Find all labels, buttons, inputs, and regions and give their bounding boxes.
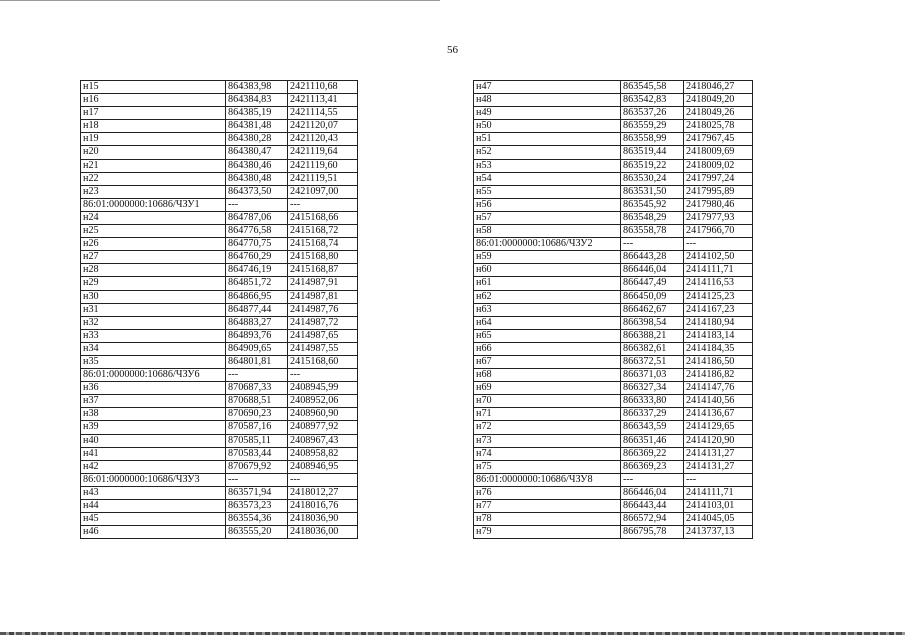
point-name-cell: н49 <box>474 107 621 120</box>
y-coordinate-cell: 2414186,50 <box>684 355 753 368</box>
y-coordinate-cell: 2418036,00 <box>288 526 358 539</box>
table-row <box>474 251 753 264</box>
y-coordinate-cell: 2417977,93 <box>684 211 753 224</box>
table-row <box>81 120 358 133</box>
x-coordinate-cell: 866572,94 <box>621 513 684 526</box>
table-row <box>81 211 358 224</box>
point-name-cell: н66 <box>474 342 621 355</box>
x-coordinate-cell: 864384,83 <box>226 94 288 107</box>
table-row <box>81 107 358 120</box>
point-name-cell: н67 <box>474 355 621 368</box>
x-coordinate-cell: 864373,50 <box>226 185 288 198</box>
x-coordinate-cell: 866450,09 <box>621 290 684 303</box>
table-row <box>474 421 753 434</box>
x-coordinate-cell: 866369,23 <box>621 460 684 473</box>
y-coordinate-cell: 2414102,50 <box>684 251 753 264</box>
table-row <box>81 198 358 211</box>
x-coordinate-cell: 866343,59 <box>621 421 684 434</box>
y-coordinate-cell: 2415168,60 <box>288 355 358 368</box>
point-name-cell: н16 <box>81 94 226 107</box>
x-coordinate-cell: 863519,44 <box>621 146 684 159</box>
y-coordinate-cell: 2418025,78 <box>684 120 753 133</box>
y-coordinate-cell: 2417980,46 <box>684 198 753 211</box>
x-coordinate-cell: --- <box>621 473 684 486</box>
x-coordinate-cell: 870687,33 <box>226 382 288 395</box>
table-row <box>81 159 358 172</box>
point-name-cell: н15 <box>81 81 226 94</box>
table-row <box>81 133 358 146</box>
y-coordinate-cell: 2421119,60 <box>288 159 358 172</box>
table-row <box>81 316 358 329</box>
x-coordinate-cell: 866398,54 <box>621 316 684 329</box>
table-row <box>474 382 753 395</box>
table-row <box>474 460 753 473</box>
point-name-cell: н62 <box>474 290 621 303</box>
coordinates-table-left-body <box>81 81 358 539</box>
point-name-cell: н64 <box>474 316 621 329</box>
point-name-cell: н18 <box>81 120 226 133</box>
x-coordinate-cell: 866327,34 <box>621 382 684 395</box>
point-name-cell: н50 <box>474 120 621 133</box>
table-row <box>81 434 358 447</box>
x-coordinate-cell: 864380,46 <box>226 159 288 172</box>
table-row <box>474 526 753 539</box>
y-coordinate-cell: 2415168,80 <box>288 251 358 264</box>
point-name-cell: н19 <box>81 133 226 146</box>
point-name-cell: н44 <box>81 500 226 513</box>
point-name-cell: н17 <box>81 107 226 120</box>
x-coordinate-cell: 864787,06 <box>226 211 288 224</box>
x-coordinate-cell: 866372,51 <box>621 355 684 368</box>
x-coordinate-cell: --- <box>226 369 288 382</box>
x-coordinate-cell: 864770,75 <box>226 238 288 251</box>
point-name-cell: н61 <box>474 277 621 290</box>
x-coordinate-cell: 863559,29 <box>621 120 684 133</box>
y-coordinate-cell: 2415168,87 <box>288 264 358 277</box>
x-coordinate-cell: 866382,61 <box>621 342 684 355</box>
point-name-cell: н28 <box>81 264 226 277</box>
x-coordinate-cell: 863555,20 <box>226 526 288 539</box>
y-coordinate-cell: 2414111,71 <box>684 486 753 499</box>
table-row <box>474 211 753 224</box>
x-coordinate-cell: 866443,44 <box>621 500 684 513</box>
table-row <box>81 342 358 355</box>
y-coordinate-cell: 2414120,90 <box>684 434 753 447</box>
x-coordinate-cell: 863519,22 <box>621 159 684 172</box>
point-name-cell: н48 <box>474 94 621 107</box>
table-row <box>81 277 358 290</box>
table-row <box>474 107 753 120</box>
table-row <box>474 94 753 107</box>
table-row <box>474 133 753 146</box>
y-coordinate-cell: 2418016,76 <box>288 500 358 513</box>
point-name-cell: н26 <box>81 238 226 251</box>
y-coordinate-cell: 2415168,66 <box>288 211 358 224</box>
point-name-cell: 86:01:0000000:10686/ЧЗУ8 <box>474 473 621 486</box>
x-coordinate-cell: --- <box>226 473 288 486</box>
table-row <box>81 395 358 408</box>
scan-top-edge-line <box>0 0 440 1</box>
y-coordinate-cell: 2414116,53 <box>684 277 753 290</box>
x-coordinate-cell: 866388,21 <box>621 329 684 342</box>
y-coordinate-cell: 2414186,82 <box>684 369 753 382</box>
point-name-cell: н56 <box>474 198 621 211</box>
point-name-cell: н41 <box>81 447 226 460</box>
y-coordinate-cell: 2414987,65 <box>288 329 358 342</box>
y-coordinate-cell: 2417967,45 <box>684 133 753 146</box>
table-row <box>474 408 753 421</box>
y-coordinate-cell: 2414987,55 <box>288 342 358 355</box>
point-name-cell: н60 <box>474 264 621 277</box>
point-name-cell: н36 <box>81 382 226 395</box>
y-coordinate-cell: 2414129,65 <box>684 421 753 434</box>
table-row <box>81 526 358 539</box>
point-name-cell: н70 <box>474 395 621 408</box>
y-coordinate-cell: 2414180,94 <box>684 316 753 329</box>
table-row <box>474 120 753 133</box>
y-coordinate-cell: 2421119,51 <box>288 172 358 185</box>
coordinates-table-left <box>80 80 358 539</box>
y-coordinate-cell: 2421119,64 <box>288 146 358 159</box>
y-coordinate-cell: 2418036,90 <box>288 513 358 526</box>
x-coordinate-cell: 863558,78 <box>621 225 684 238</box>
x-coordinate-cell: 866369,22 <box>621 447 684 460</box>
table-row <box>81 486 358 499</box>
point-name-cell: н43 <box>81 486 226 499</box>
table-row <box>81 81 358 94</box>
table-row <box>81 290 358 303</box>
table-row <box>474 473 753 486</box>
x-coordinate-cell: 870585,11 <box>226 434 288 447</box>
x-coordinate-cell: 863573,23 <box>226 500 288 513</box>
y-coordinate-cell: 2418009,02 <box>684 159 753 172</box>
point-name-cell: н52 <box>474 146 621 159</box>
table-row <box>81 303 358 316</box>
coordinates-table-right <box>473 80 753 539</box>
x-coordinate-cell: 870679,92 <box>226 460 288 473</box>
table-row <box>81 185 358 198</box>
x-coordinate-cell: --- <box>226 198 288 211</box>
table-row <box>81 421 358 434</box>
y-coordinate-cell: 2417995,89 <box>684 185 753 198</box>
y-coordinate-cell: 2421113,41 <box>288 94 358 107</box>
y-coordinate-cell: 2414125,23 <box>684 290 753 303</box>
point-name-cell: 86:01:0000000:10686/ЧЗУ6 <box>81 369 226 382</box>
y-coordinate-cell: 2408946,95 <box>288 460 358 473</box>
y-coordinate-cell: 2414167,23 <box>684 303 753 316</box>
table-row <box>81 146 358 159</box>
table-row <box>81 369 358 382</box>
x-coordinate-cell: 866443,28 <box>621 251 684 264</box>
page-number: 56 <box>447 44 458 56</box>
x-coordinate-cell: 866351,46 <box>621 434 684 447</box>
point-name-cell: н77 <box>474 500 621 513</box>
y-coordinate-cell: 2414136,67 <box>684 408 753 421</box>
y-coordinate-cell: 2418012,27 <box>288 486 358 499</box>
point-name-cell: н21 <box>81 159 226 172</box>
point-name-cell: н54 <box>474 172 621 185</box>
point-name-cell: н45 <box>81 513 226 526</box>
y-coordinate-cell: 2414045,05 <box>684 513 753 526</box>
y-coordinate-cell: 2414987,91 <box>288 277 358 290</box>
x-coordinate-cell: 864877,44 <box>226 303 288 316</box>
table-row <box>474 395 753 408</box>
table-row <box>474 81 753 94</box>
y-coordinate-cell: 2408952,06 <box>288 395 358 408</box>
point-name-cell: н75 <box>474 460 621 473</box>
y-coordinate-cell: 2418049,26 <box>684 107 753 120</box>
x-coordinate-cell: 866337,29 <box>621 408 684 421</box>
point-name-cell: 86:01:0000000:10686/ЧЗУ1 <box>81 198 226 211</box>
y-coordinate-cell: --- <box>288 198 358 211</box>
point-name-cell: н79 <box>474 526 621 539</box>
point-name-cell: н74 <box>474 447 621 460</box>
table-row <box>474 303 753 316</box>
table-row <box>81 172 358 185</box>
point-name-cell: н76 <box>474 486 621 499</box>
y-coordinate-cell: 2414987,72 <box>288 316 358 329</box>
y-coordinate-cell: 2415168,74 <box>288 238 358 251</box>
y-coordinate-cell: 2414987,76 <box>288 303 358 316</box>
table-row <box>81 513 358 526</box>
x-coordinate-cell: 863558,99 <box>621 133 684 146</box>
x-coordinate-cell: 870587,16 <box>226 421 288 434</box>
point-name-cell: н38 <box>81 408 226 421</box>
y-coordinate-cell: 2414987,81 <box>288 290 358 303</box>
point-name-cell: н71 <box>474 408 621 421</box>
point-name-cell: н22 <box>81 172 226 185</box>
point-name-cell: н58 <box>474 225 621 238</box>
y-coordinate-cell: 2408960,90 <box>288 408 358 421</box>
table-row <box>81 408 358 421</box>
point-name-cell: н24 <box>81 211 226 224</box>
table-row <box>81 94 358 107</box>
x-coordinate-cell: 864883,27 <box>226 316 288 329</box>
point-name-cell: 86:01:0000000:10686/ЧЗУ3 <box>81 473 226 486</box>
x-coordinate-cell: 866446,04 <box>621 486 684 499</box>
y-coordinate-cell: 2418049,20 <box>684 94 753 107</box>
y-coordinate-cell: 2415168,72 <box>288 225 358 238</box>
x-coordinate-cell: 866371,03 <box>621 369 684 382</box>
table-row <box>474 355 753 368</box>
point-name-cell: н55 <box>474 185 621 198</box>
table-row <box>474 447 753 460</box>
table-row <box>474 434 753 447</box>
point-name-cell: н69 <box>474 382 621 395</box>
table-row <box>474 185 753 198</box>
x-coordinate-cell: 864851,72 <box>226 277 288 290</box>
y-coordinate-cell: 2408977,92 <box>288 421 358 434</box>
table-row <box>81 382 358 395</box>
table-row <box>81 355 358 368</box>
y-coordinate-cell: 2414147,76 <box>684 382 753 395</box>
y-coordinate-cell: 2421097,00 <box>288 185 358 198</box>
x-coordinate-cell: 866447,49 <box>621 277 684 290</box>
scan-bottom-edge-line <box>0 632 905 635</box>
table-row <box>474 159 753 172</box>
x-coordinate-cell: 864866,95 <box>226 290 288 303</box>
point-name-cell: н25 <box>81 225 226 238</box>
y-coordinate-cell: --- <box>684 473 753 486</box>
table-row <box>474 513 753 526</box>
table-row <box>474 238 753 251</box>
table-row <box>474 264 753 277</box>
table-row <box>474 172 753 185</box>
y-coordinate-cell: 2421110,68 <box>288 81 358 94</box>
point-name-cell: н63 <box>474 303 621 316</box>
x-coordinate-cell: 864381,48 <box>226 120 288 133</box>
point-name-cell: н23 <box>81 185 226 198</box>
x-coordinate-cell: 863571,94 <box>226 486 288 499</box>
point-name-cell: н29 <box>81 277 226 290</box>
table-row <box>474 290 753 303</box>
x-coordinate-cell: 864776,58 <box>226 225 288 238</box>
y-coordinate-cell: 2414140,56 <box>684 395 753 408</box>
table-row <box>81 473 358 486</box>
x-coordinate-cell: 866446,04 <box>621 264 684 277</box>
table-row <box>474 198 753 211</box>
point-name-cell: н51 <box>474 133 621 146</box>
point-name-cell: н31 <box>81 303 226 316</box>
y-coordinate-cell: 2414184,35 <box>684 342 753 355</box>
x-coordinate-cell: 863542,83 <box>621 94 684 107</box>
x-coordinate-cell: 864909,65 <box>226 342 288 355</box>
y-coordinate-cell: 2414103,01 <box>684 500 753 513</box>
x-coordinate-cell: 864380,28 <box>226 133 288 146</box>
x-coordinate-cell: 863531,50 <box>621 185 684 198</box>
x-coordinate-cell: 864893,76 <box>226 329 288 342</box>
y-coordinate-cell: 2408967,43 <box>288 434 358 447</box>
x-coordinate-cell: 863545,58 <box>621 81 684 94</box>
x-coordinate-cell: 864760,29 <box>226 251 288 264</box>
x-coordinate-cell: 870690,23 <box>226 408 288 421</box>
x-coordinate-cell: 863548,29 <box>621 211 684 224</box>
y-coordinate-cell: 2421120,43 <box>288 133 358 146</box>
point-name-cell: н35 <box>81 355 226 368</box>
x-coordinate-cell: 866333,80 <box>621 395 684 408</box>
y-coordinate-cell: 2418009,69 <box>684 146 753 159</box>
table-row <box>81 225 358 238</box>
x-coordinate-cell: 863554,36 <box>226 513 288 526</box>
x-coordinate-cell: 864380,48 <box>226 172 288 185</box>
y-coordinate-cell: 2421114,55 <box>288 107 358 120</box>
x-coordinate-cell: 864385,19 <box>226 107 288 120</box>
table-row <box>474 225 753 238</box>
x-coordinate-cell: 866462,67 <box>621 303 684 316</box>
point-name-cell: н33 <box>81 329 226 342</box>
x-coordinate-cell: 870688,51 <box>226 395 288 408</box>
x-coordinate-cell: 864746,19 <box>226 264 288 277</box>
y-coordinate-cell: 2413737,13 <box>684 526 753 539</box>
point-name-cell: н39 <box>81 421 226 434</box>
y-coordinate-cell: 2414111,71 <box>684 264 753 277</box>
point-name-cell: н78 <box>474 513 621 526</box>
point-name-cell: н57 <box>474 211 621 224</box>
point-name-cell: н47 <box>474 81 621 94</box>
table-row <box>474 369 753 382</box>
table-row <box>81 264 358 277</box>
point-name-cell: н68 <box>474 369 621 382</box>
y-coordinate-cell: --- <box>288 369 358 382</box>
point-name-cell: н20 <box>81 146 226 159</box>
y-coordinate-cell: 2414183,14 <box>684 329 753 342</box>
point-name-cell: н34 <box>81 342 226 355</box>
table-row <box>474 342 753 355</box>
point-name-cell: н65 <box>474 329 621 342</box>
point-name-cell: н27 <box>81 251 226 264</box>
y-coordinate-cell: 2421120,07 <box>288 120 358 133</box>
table-row <box>81 251 358 264</box>
table-row <box>474 500 753 513</box>
point-name-cell: н46 <box>81 526 226 539</box>
x-coordinate-cell: 864383,98 <box>226 81 288 94</box>
x-coordinate-cell: 863545,92 <box>621 198 684 211</box>
y-coordinate-cell: 2417966,70 <box>684 225 753 238</box>
x-coordinate-cell: 863530,24 <box>621 172 684 185</box>
x-coordinate-cell: 863537,26 <box>621 107 684 120</box>
y-coordinate-cell: --- <box>684 238 753 251</box>
table-row <box>474 316 753 329</box>
point-name-cell: н59 <box>474 251 621 264</box>
table-row <box>81 329 358 342</box>
table-row <box>81 500 358 513</box>
y-coordinate-cell: 2408945,99 <box>288 382 358 395</box>
table-row <box>474 486 753 499</box>
table-row <box>474 146 753 159</box>
table-row <box>81 460 358 473</box>
x-coordinate-cell: 870583,44 <box>226 447 288 460</box>
point-name-cell: н30 <box>81 290 226 303</box>
table-row <box>474 277 753 290</box>
table-row <box>81 447 358 460</box>
point-name-cell: н42 <box>81 460 226 473</box>
y-coordinate-cell: 2414131,27 <box>684 460 753 473</box>
point-name-cell: н73 <box>474 434 621 447</box>
point-name-cell: н40 <box>81 434 226 447</box>
y-coordinate-cell: 2418046,27 <box>684 81 753 94</box>
x-coordinate-cell: 864801,81 <box>226 355 288 368</box>
coordinates-table-right-body <box>474 81 753 539</box>
table-row <box>81 238 358 251</box>
point-name-cell: н32 <box>81 316 226 329</box>
point-name-cell: н72 <box>474 421 621 434</box>
y-coordinate-cell: 2408958,82 <box>288 447 358 460</box>
y-coordinate-cell: 2417997,24 <box>684 172 753 185</box>
x-coordinate-cell: --- <box>621 238 684 251</box>
point-name-cell: н37 <box>81 395 226 408</box>
point-name-cell: н53 <box>474 159 621 172</box>
y-coordinate-cell: 2414131,27 <box>684 447 753 460</box>
y-coordinate-cell: --- <box>288 473 358 486</box>
point-name-cell: 86:01:0000000:10686/ЧЗУ2 <box>474 238 621 251</box>
x-coordinate-cell: 864380,47 <box>226 146 288 159</box>
table-row <box>474 329 753 342</box>
x-coordinate-cell: 866795,78 <box>621 526 684 539</box>
